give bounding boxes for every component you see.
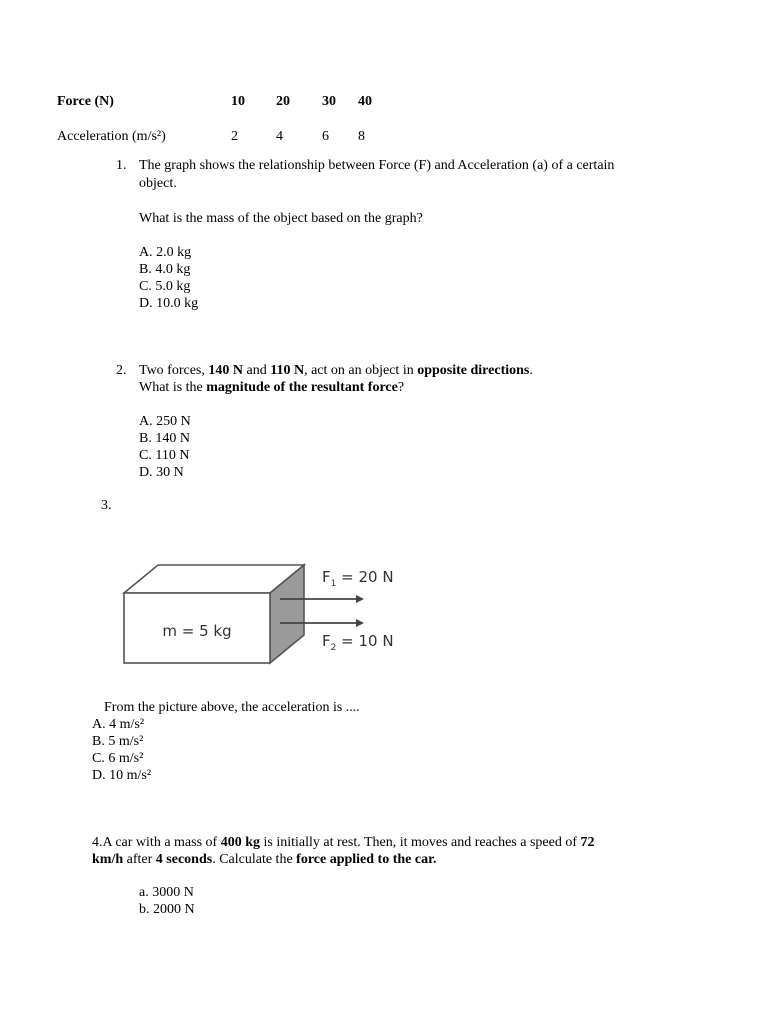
answer-option: b. 2000 N bbox=[139, 902, 195, 917]
text-run: . bbox=[529, 363, 533, 378]
answer-option: C. 5.0 kg bbox=[139, 279, 191, 294]
question-number: 3. bbox=[101, 498, 112, 513]
force-label: Force (N) bbox=[57, 94, 114, 109]
force-label-f1 bbox=[322, 568, 394, 589]
text-run: What is the bbox=[139, 380, 207, 395]
text-run: 4.A car with a mass of bbox=[92, 835, 221, 850]
bold-text: km/h bbox=[92, 852, 124, 867]
force-value: 30 bbox=[322, 94, 336, 109]
bold-text: 110 N bbox=[270, 363, 305, 378]
force-symbol: F bbox=[322, 632, 331, 650]
arrowhead-icon bbox=[356, 619, 364, 627]
answer-option: B. 140 N bbox=[139, 431, 190, 446]
bold-text: 400 kg bbox=[220, 835, 260, 850]
q3-options bbox=[92, 716, 151, 784]
force-value: = 20 N bbox=[336, 568, 394, 586]
force-label-f2 bbox=[322, 632, 394, 653]
arrowhead-icon bbox=[356, 595, 364, 603]
acceleration-value: 4 bbox=[276, 129, 283, 144]
acceleration-label: Acceleration (m/s²) bbox=[57, 129, 166, 144]
acceleration-value: 2 bbox=[231, 129, 238, 144]
text-run: and bbox=[243, 363, 271, 378]
mass-label: m = 5 kg bbox=[162, 622, 232, 640]
acceleration-value: 8 bbox=[358, 129, 365, 144]
text-run: . Calculate the bbox=[212, 852, 297, 867]
force-value: = 10 N bbox=[336, 632, 394, 650]
answer-option: B. 5 m/s² bbox=[92, 734, 144, 749]
text-run: Two forces, bbox=[139, 363, 209, 378]
acceleration-value: 6 bbox=[322, 129, 329, 144]
force-value: 40 bbox=[358, 94, 372, 109]
force-value: 10 bbox=[231, 94, 245, 109]
q2-text-line bbox=[139, 379, 404, 396]
answer-option: C. 6 m/s² bbox=[92, 751, 144, 766]
text-run: after bbox=[123, 852, 156, 867]
force-value: 20 bbox=[276, 94, 290, 109]
bold-text: opposite directions bbox=[417, 363, 530, 378]
text-run: , act on an object in bbox=[304, 363, 418, 378]
answer-option: A. 250 N bbox=[139, 414, 191, 429]
q2-options bbox=[139, 413, 191, 481]
q1-options bbox=[139, 244, 198, 312]
q2-text-line bbox=[139, 362, 533, 379]
answer-option: D. 10.0 kg bbox=[139, 296, 199, 311]
bold-text: force applied to the car. bbox=[296, 852, 437, 867]
text-run: ? bbox=[397, 380, 405, 395]
answer-option: C. 110 N bbox=[139, 448, 190, 463]
q1-text-line: object. bbox=[139, 176, 177, 191]
q1-text-line: The graph shows the relationship between Force (F) and Acceleration (a) of a certain bbox=[139, 158, 615, 173]
force-symbol: F bbox=[322, 568, 331, 586]
answer-option: B. 4.0 kg bbox=[139, 262, 191, 277]
q1-question: What is the mass of the object based on the graph? bbox=[139, 211, 423, 226]
question-number: 1. bbox=[116, 158, 127, 173]
text-run: is initially at rest. Then, it moves and reaches a speed of bbox=[260, 835, 581, 850]
bold-text: magnitude of the resultant force bbox=[206, 380, 398, 395]
q4-options bbox=[139, 884, 195, 918]
q4-text-line bbox=[92, 851, 437, 868]
answer-option: A. 2.0 kg bbox=[139, 245, 192, 260]
question-number: 2. bbox=[116, 363, 127, 378]
force-box-figure bbox=[118, 560, 398, 668]
bold-text: 4 seconds bbox=[155, 852, 213, 867]
force-subscript: 2 bbox=[330, 643, 337, 653]
answer-option: a. 3000 N bbox=[139, 885, 194, 900]
q3-question: From the picture above, the acceleration is .... bbox=[104, 700, 360, 715]
force-subscript: 1 bbox=[330, 579, 337, 589]
answer-option: A. 4 m/s² bbox=[92, 717, 145, 732]
answer-option: D. 30 N bbox=[139, 465, 184, 480]
bold-text: 72 bbox=[580, 835, 595, 850]
answer-option: D. 10 m/s² bbox=[92, 768, 152, 783]
bold-text: 140 N bbox=[208, 363, 244, 378]
q4-text-line bbox=[92, 834, 594, 851]
